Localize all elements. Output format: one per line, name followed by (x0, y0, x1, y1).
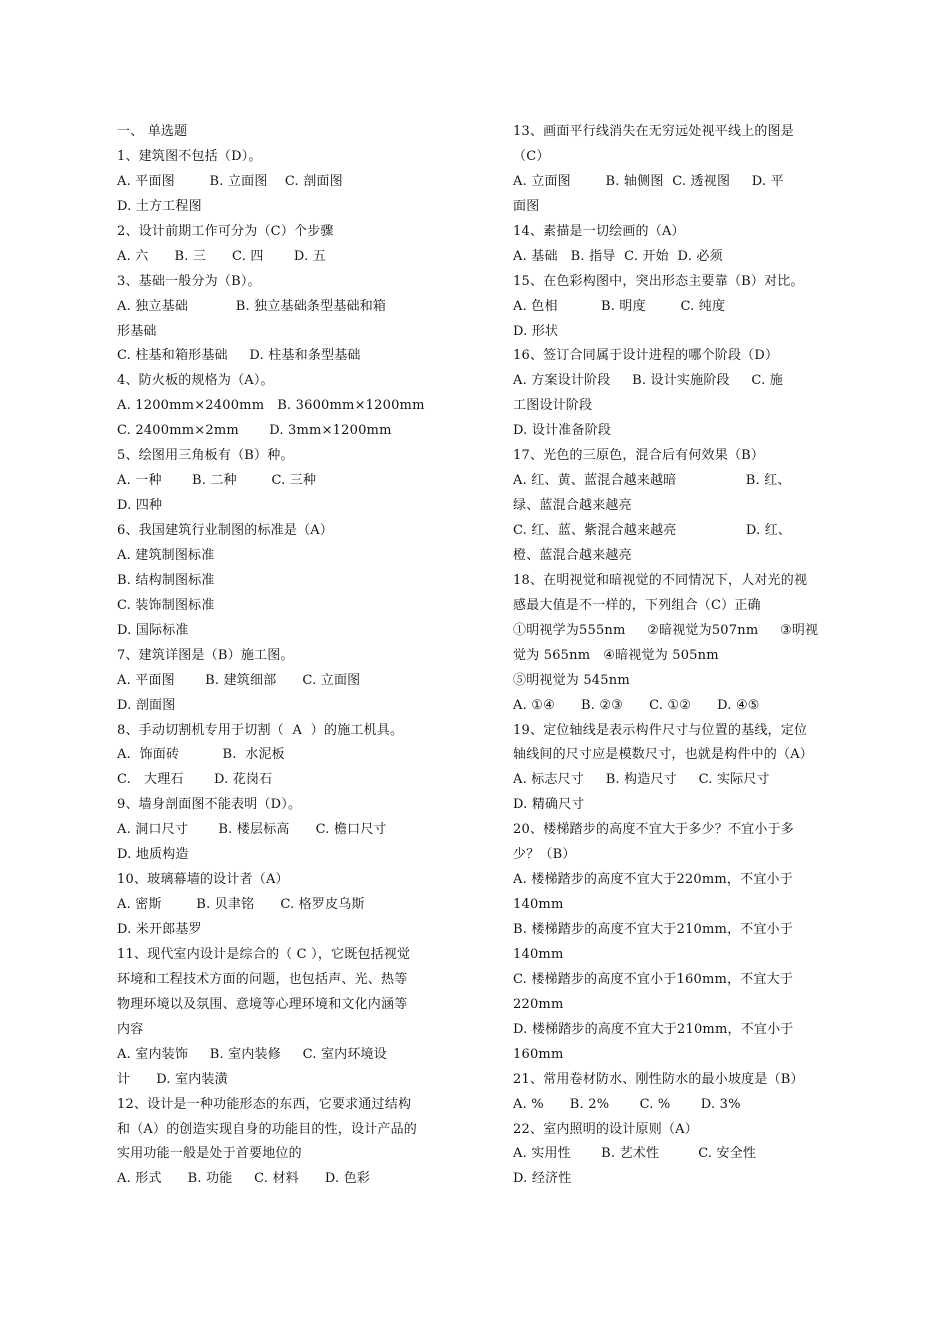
text-line: A. 基础 B. 指导 C. 开始 D. 必须 (513, 248, 723, 264)
text-line: D. 剖面图 (117, 697, 176, 713)
text-line: 140mm (513, 897, 564, 913)
text-line: 12、设计是一种功能形态的东西，它要求通过结构 (117, 1096, 412, 1112)
text-line: 形基础 (117, 323, 157, 339)
text-line: A. 平面图 B. 立面图 C. 剖面图 (117, 173, 343, 189)
text-line: 绿、蓝混合越来越亮 (513, 498, 632, 514)
text-line: 7、建筑详图是（B）施工图。 (117, 647, 294, 663)
text-line: D. 形状 (513, 323, 559, 339)
text-line: 160mm (513, 1046, 564, 1062)
text-line: 21、常用卷材防水、刚性防水的最小坡度是（B） (513, 1071, 804, 1087)
text-line: 工图设计阶段 (513, 398, 593, 414)
text-line: 4、防火板的规格为（A）。 (117, 373, 274, 389)
text-line: C. 大理石 D. 花岗石 (117, 772, 273, 788)
text-line: 计 D. 室内装潢 (117, 1071, 228, 1087)
text-line: 一、 单选题 (117, 124, 188, 139)
text-line: A. 方案设计阶段 B. 设计实施阶段 C. 施 (513, 373, 783, 389)
text-line: 220mm (513, 996, 564, 1012)
text-line: D. 地质构造 (117, 847, 189, 863)
left-column (117, 120, 452, 1192)
text-line: 少？（B） (513, 847, 576, 863)
text-line: A. 立面图 B. 轴侧图 C. 透视图 D. 平 (513, 173, 784, 189)
text-line: 1、建筑图不包括（D）。 (117, 148, 262, 164)
text-line: C. 楼梯踏步的高度不宜小于160mm，不宜大于 (513, 971, 794, 987)
right-column (513, 120, 835, 1192)
text-line: A. 饰面砖 B. 水泥板 (117, 747, 285, 763)
text-line: A. 色相 B. 明度 C. 纯度 (513, 298, 726, 314)
text-line: A. 建筑制图标准 (117, 547, 215, 563)
text-line: 5、绘图用三角板有（B）种。 (117, 448, 294, 464)
text-line: 17、光色的三原色，混合后有何效果（B） (513, 448, 765, 464)
text-line: 140mm (513, 946, 564, 962)
text-line: 20、楼梯踏步的高度不宜大于多少？不宜小于多 (513, 822, 794, 838)
text-line: 2、设计前期工作可分为（C）个步骤 (117, 223, 334, 239)
text-line: A. 一种 B. 二种 C. 三种 (117, 473, 317, 489)
text-line: D. 精确尺寸 (513, 797, 585, 813)
text-line: D. 国际标准 (117, 622, 189, 638)
text-line: 物理环境以及氛围、意境等心理环境和文化内涵等 (117, 996, 408, 1012)
text-line: D. 米开郎基罗 (117, 922, 202, 937)
text-line: A. 洞口尺寸 B. 楼层标高 C. 檐口尺寸 (117, 822, 387, 838)
text-line: A. % B. 2% C. % D. 3% (513, 1096, 741, 1112)
text-line: A. 独立基础 B. 独立基础条型基础和箱 (117, 298, 387, 314)
text-line: 内容 (117, 1021, 144, 1037)
text-line: 19、定位轴线是表示构件尺寸与位置的基线，定位 (513, 722, 808, 738)
text-line: D. 四种 (117, 498, 163, 514)
text-line: 感最大值是不一样的，下列组合（C）正确 (513, 597, 761, 613)
text-line: B. 结构制图标准 (117, 572, 215, 588)
text-line: A. 密斯 B. 贝聿铭 C. 格罗皮乌斯 (117, 897, 365, 913)
text-line: A. 实用性 B. 艺术性 C. 安全性 (513, 1146, 757, 1162)
text-line: 16、签订合同属于设计进程的哪个阶段（D） (513, 348, 779, 364)
text-line: 22、室内照明的设计原则（A） (513, 1121, 698, 1137)
text-line: 6、我国建筑行业制图的标准是（A） (117, 523, 334, 538)
text-line: 轴线间的尺寸应是模数尺寸，也就是构件中的（A） (513, 747, 813, 763)
text-line: A. 形式 B. 功能 C. 材料 D. 色彩 (117, 1171, 371, 1187)
text-line: A. 1200mm×2400mm B. 3600mm×1200mm (117, 398, 425, 414)
text-line: 13、画面平行线消失在无穷远处视平线上的图是 (513, 124, 794, 139)
text-line: 橙、蓝混合越来越亮 (513, 547, 632, 563)
text-line: 18、在明视觉和暗视觉的不同情况下，人对光的视 (513, 572, 808, 588)
text-line: A. 平面图 B. 建筑细部 C. 立面图 (117, 672, 361, 688)
text-line: A. 室内装饰 B. 室内装修 C. 室内环境设 (117, 1046, 387, 1062)
text-line: D. 楼梯踏步的高度不宜大于210mm，不宜小于 (513, 1021, 794, 1037)
text-line: C. 红、蓝、紫混合越来越亮 D. 红、 (513, 523, 792, 538)
text-line: A. 标志尺寸 B. 构造尺寸 C. 实际尺寸 (513, 772, 770, 788)
text-line: 和（A）的创造实现自身的功能目的性，设计产品的 (117, 1121, 417, 1137)
text-line: A. ①④ B. ②③ C. ①② D. ④⑤ (513, 697, 760, 713)
text-line: A. 楼梯踏步的高度不宜大于220mm，不宜小于 (513, 872, 793, 888)
text-line: C. 2400mm×2mm D. 3mm×1200mm (117, 423, 392, 439)
text-line: C. 柱基和箱形基础 D. 柱基和条型基础 (117, 348, 361, 364)
text-line: A. 六 B. 三 C. 四 D. 五 (117, 248, 326, 264)
text-line: 14、素描是一切绘画的（A） (513, 223, 685, 239)
text-line: ⑤明视觉为 545nm (513, 672, 630, 688)
text-line: A. 红、黄、蓝混合越来越暗 B. 红、 (513, 473, 791, 489)
text-line: 15、在色彩构图中，突出形态主要靠（B）对比。 (513, 273, 804, 289)
text-line: C. 装饰制图标准 (117, 597, 215, 613)
text-line: B. 楼梯踏步的高度不宜大于210mm，不宜小于 (513, 922, 794, 937)
text-line: 8、手动切割机专用于切割（ A ）的施工机具。 (117, 722, 404, 738)
text-line: D. 土方工程图 (117, 198, 202, 214)
text-line: 11、现代室内设计是综合的（ C ），它既包括视觉 (117, 946, 411, 962)
text-line: 9、墙身剖面图不能表明（D）。 (117, 797, 302, 813)
text-line: 觉为 565nm ④暗视觉为 505nm (513, 647, 719, 663)
text-line: 3、基础一般分为（B）。 (117, 273, 261, 289)
text-line: 环境和工程技术方面的问题，也包括声、光、热等 (117, 971, 408, 987)
text-line: 10、玻璃幕墙的设计者（A） (117, 872, 289, 888)
text-line: 面图 (513, 198, 540, 214)
text-line: 实用功能一般是处于首要地位的 (117, 1146, 302, 1162)
text-line: ①明视学为555nm ②暗视觉为507nm ③明视 (513, 622, 819, 638)
text-line: （C） (513, 148, 550, 164)
text-line: D. 设计准备阶段 (513, 423, 612, 439)
text-line: D. 经济性 (513, 1171, 572, 1187)
